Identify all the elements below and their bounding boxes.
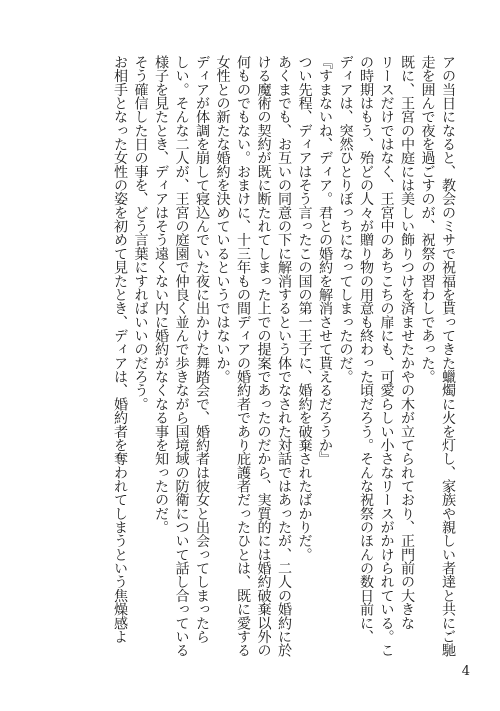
text-line: ディアが体調を崩して寝込んでいた夜に出かけた舞踏会で、婚約者は彼女と出会ってしまったら [194, 55, 210, 644]
text-line: 何ものでもない。おまけに、十三年もの間ディアの婚約者であり庇護者だったひとは、既に愛する [235, 55, 251, 657]
text-line: あくまでも、お互いの同意の下に解消するという体でなされた対話ではあったが、二人の婚約に於 [276, 55, 292, 657]
text-line: 走を囲んで夜を過ごすのが、祝祭の習わしであった。 [419, 55, 436, 384]
text-line: ディアは、突然ひとりぼっちになってしまったのだ。 [337, 55, 354, 384]
text-line: の時期はもう、殆どの人々が贈り物の用意も終わった頃だろう。そんな祝祭のほんの数日前に、 [358, 55, 374, 644]
text-line: そう確信した日の事を、どう言葉にすればいいのだろう。 [132, 55, 149, 411]
text-line: リースだけではなく、王宮中のあちこちの扉にも、可愛らしい小さなリースがかけられている。こ [378, 55, 395, 657]
text-line: ける魔術の契約が既に断たれてしまった上での提案であったのだから、実質的には婚約破棄以外の [255, 55, 272, 657]
text-line: 既に、王宮の中庭には美しい飾りつけを済ませたかやの木が立てられており、正門前の大きな [399, 55, 415, 630]
text-line: しい。そんな二人が、王宮の庭園で仲良く並んで歩きながら国境域の防衛について話し合っている [173, 55, 190, 657]
page-number: 4 [461, 664, 470, 679]
text-line: 様子を見たとき、ディアはそう遠くない内に婚約がなくなる事を知ったのだ。 [153, 55, 169, 534]
vertical-text-body [70, 55, 458, 661]
text-line: 女性との新たな婚約を決めているというではないか。 [214, 55, 231, 384]
text-line: アの当日になると、教会のミサで祝福を貰ってきた蠟燭に火を灯し、家族や親しい者達と共にご馳 [440, 55, 456, 657]
text-line: つい先程、ディアはそう言ったこの国の第一王子に、婚約を破棄されたばかりだ。 [296, 55, 313, 562]
text-line: 『すまないね、ディア。君との婚約を解消させて貰えるだろうか』 [317, 55, 333, 466]
text-line: お相手となった女性の姿を初めて見たとき、ディアは、婚約者を奪われてしまうという焦燥感よ [112, 55, 128, 644]
